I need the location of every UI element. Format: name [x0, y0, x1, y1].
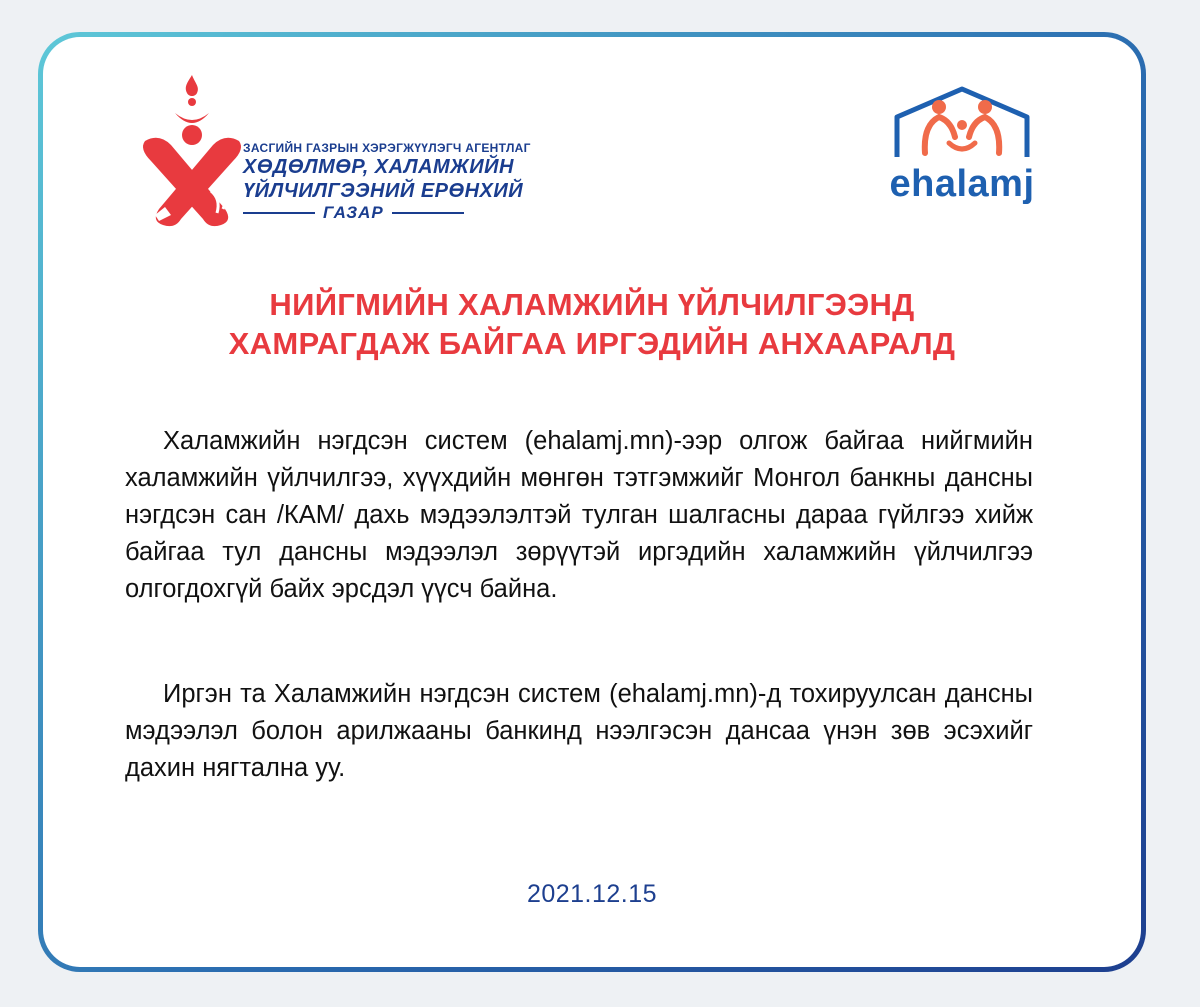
notice-frame	[38, 32, 1146, 972]
house-family-icon	[877, 85, 1047, 165]
ehalamj-wordmark: ehalamj	[889, 163, 1035, 205]
agency-name-small: ЗАСГИЙН ГАЗРЫН ХЭРЭГЖҮҮЛЭГЧ АГЕНТЛАГ	[243, 141, 531, 155]
ehalamj-logo	[877, 85, 1047, 215]
agency-name-line-2: ҮЙЛЧИЛГЭЭНИЙ ЕРӨНХИЙ	[243, 180, 524, 202]
agency-emblem-icon	[137, 69, 247, 229]
notice-card	[43, 37, 1141, 967]
agency-logo	[137, 69, 557, 234]
notice-title	[43, 285, 1141, 363]
paragraph-2: Иргэн та Халамжийн нэгдсэн систем (ehalamj.mn)-д тохируулсан дансны мэдээлэл болон арилжааны банкинд нээлгэсэн дансаа үнэн зөв эсэхийг дахин нягтална уу.	[125, 680, 1033, 782]
agency-name-line-3-row	[243, 203, 543, 223]
title-line-1: НИЙГМИЙН ХАЛАМЖИЙН ҮЙЛЧИЛГЭЭНД	[269, 287, 915, 322]
notice-date: 2021.12.15	[526, 880, 658, 908]
paragraph-1: Халамжийн нэгдсэн систем (ehalamj.mn)-ээр олгож байгаа нийгмийн халамжийн үйлчилгээ, хүүхдийн мөнгөн тэтгэмжийг Монгол банкны дансны нэгдсэн сан /КАМ/ дахь мэдээлэлтэй тулган шалгасны дараа гүйлгээ хийж байгаа тул дансны мэдээлэл зөрүүтэй иргэдийн халамжийн үйлчилгээ олгогдохгүй байх эрсдэл үүсч байна.	[125, 427, 1033, 603]
agency-name-line-1: ХӨДӨЛМӨР, ХАЛАМЖИЙН	[243, 156, 514, 178]
divider	[392, 212, 464, 214]
title-line-2: ХАМРАГДАЖ БАЙГАА ИРГЭДИЙН АНХААРАЛД	[228, 326, 956, 361]
agency-name	[243, 141, 543, 223]
agency-name-line-3: ГАЗАР	[323, 203, 384, 222]
divider	[243, 212, 315, 214]
